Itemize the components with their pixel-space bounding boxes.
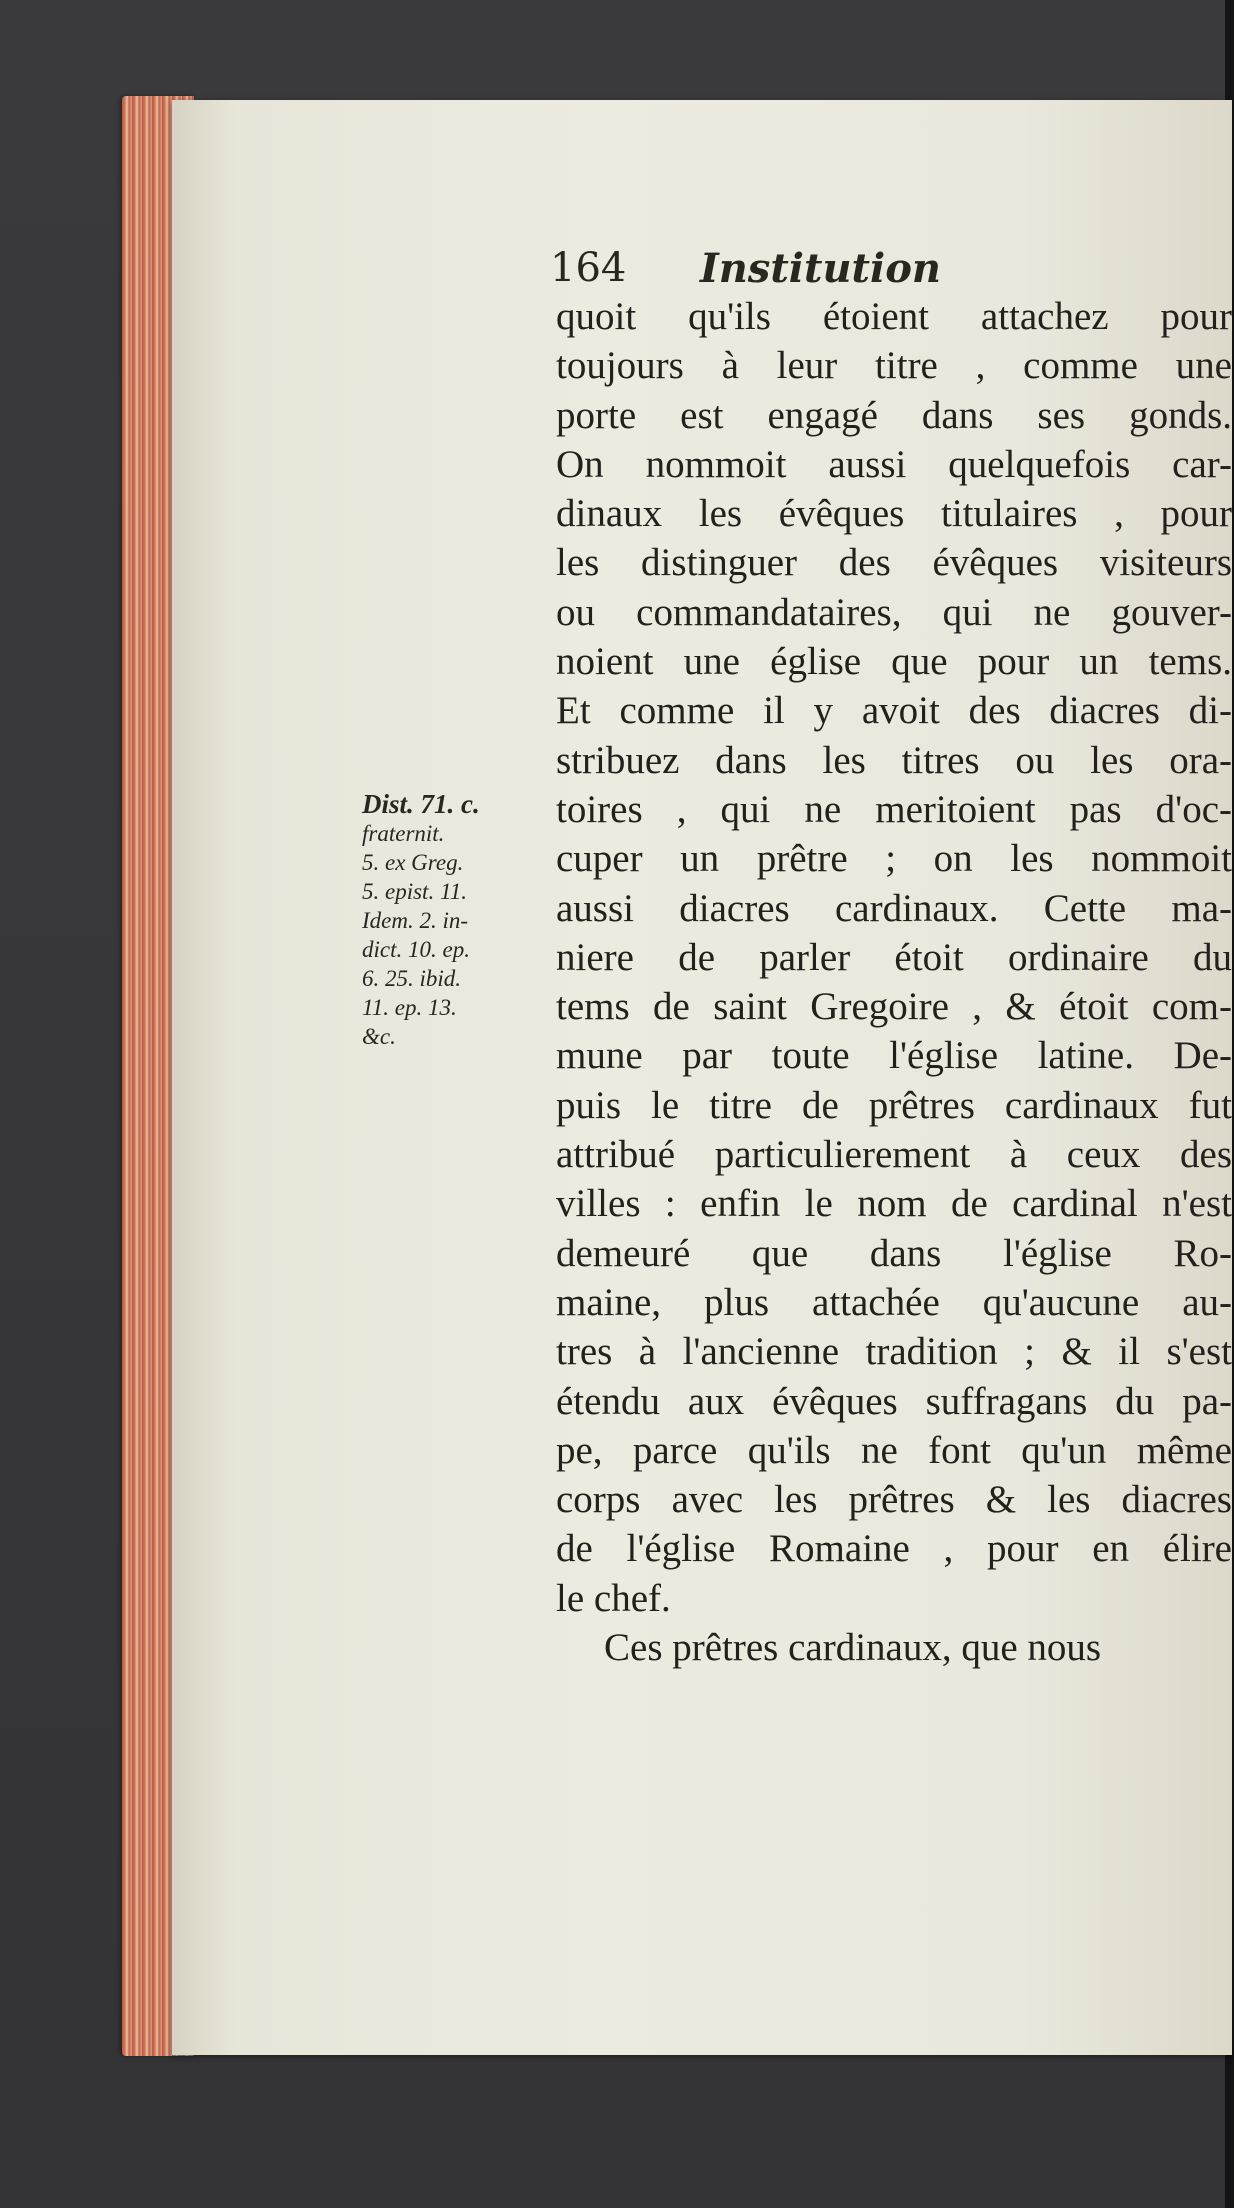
text-line: attribué particulierement à ceux des [556, 1133, 1232, 1177]
running-head [550, 245, 1090, 295]
text-line: de l'église Romaine , pour en élire [556, 1527, 1232, 1571]
text-line: stribuez dans les titres ou les ora- [556, 738, 1232, 782]
text-line: puis le titre de prêtres cardinaux fut [556, 1083, 1232, 1127]
text-line: ou commandataires, qui ne gouver- [556, 590, 1232, 634]
margin-note-line: fraternit. [362, 821, 445, 846]
text-line: le chef. [556, 1576, 671, 1620]
running-title: Institution [700, 245, 941, 292]
text-line: demeuré que dans l'église Ro- [556, 1231, 1232, 1275]
margin-note-line: dict. 10. ep. [362, 937, 470, 962]
text-line: les distinguer des évêques visiteurs [556, 541, 1232, 585]
margin-note-line: 6. 25. ibid. [362, 966, 462, 991]
text-line: toujours à leur titre , comme une [556, 344, 1232, 388]
margin-note-line: 11. ep. 13. [362, 995, 457, 1020]
text-line: noient une église que pour un tems. [556, 640, 1232, 684]
margin-note-line: &c. [362, 1024, 396, 1049]
margin-note-line: Dist. 71. c. [362, 789, 480, 819]
text-line: porte est engagé dans ses gonds. [556, 393, 1232, 437]
text-line: toires , qui ne meritoient pas d'oc- [556, 787, 1232, 831]
text-line: étendu aux évêques suffragans du pa- [556, 1379, 1232, 1423]
text-line: villes : enfin le nom de cardinal n'est [556, 1182, 1232, 1226]
text-line: aussi diacres cardinaux. Cette ma- [556, 886, 1232, 930]
text-line: maine, plus attachée qu'aucune au- [556, 1280, 1232, 1324]
margin-note-line: Idem. 2. in- [362, 908, 469, 933]
text-line: quoit qu'ils étoient attachez pour [556, 295, 1232, 338]
text-line: mune par toute l'église latine. De- [556, 1034, 1232, 1078]
margin-note [362, 790, 562, 1051]
text-line: pe, parce qu'ils ne font qu'un même [556, 1428, 1232, 1472]
text-line: dinaux les évêques titulaires , pour [556, 492, 1232, 536]
text-line: Et comme il y avoit des diacres di- [556, 689, 1232, 733]
text-line: niere de parler étoit ordinaire du [556, 935, 1232, 979]
page-number: 164 [550, 245, 627, 291]
text-line: corps avec les prêtres & les diacres [556, 1478, 1232, 1522]
text-line: Ces prêtres cardinaux, que nous [604, 1626, 1102, 1670]
text-line: tres à l'ancienne tradition ; & il s'est [556, 1330, 1232, 1374]
text-line: tems de saint Gregoire , & étoit com- [556, 985, 1232, 1029]
text-line: cuper un prêtre ; on les nommoit [556, 837, 1232, 881]
body-text [556, 292, 1232, 1672]
text-line: On nommoit aussi quelquefois car- [556, 442, 1232, 486]
margin-note-line: 5. epist. 11. [362, 879, 467, 904]
margin-note-line: 5. ex Greg. [362, 850, 464, 875]
